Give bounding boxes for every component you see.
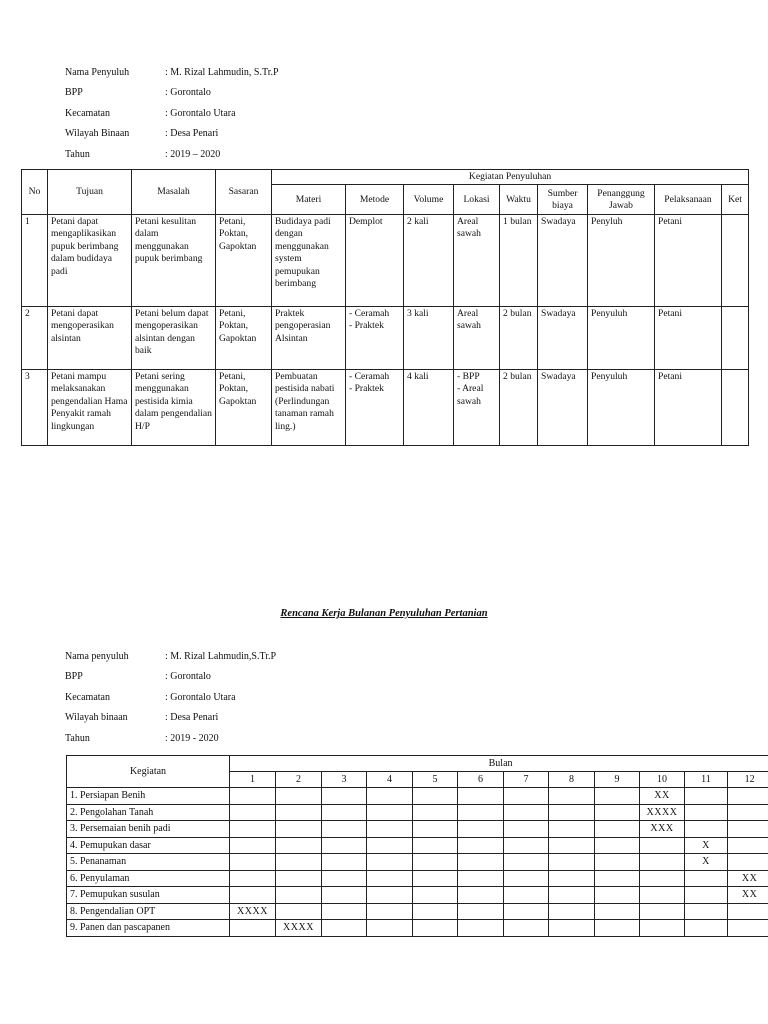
activity-name: 9. Panen dan pascapanen (67, 920, 230, 937)
month-cell (504, 788, 549, 805)
month-cell: X (685, 837, 728, 854)
cell-metode: Demplot (346, 215, 404, 307)
month-cell (458, 837, 504, 854)
cell-penanggung: Penyuluh (588, 370, 655, 446)
month-cell (367, 821, 413, 838)
header-metode: Metode (346, 185, 404, 215)
info-label: Kecamatan (65, 107, 110, 119)
info-row-bpp (65, 667, 276, 688)
month-cell (504, 821, 549, 838)
month-cell (504, 804, 549, 821)
month-cell (595, 837, 640, 854)
month-cell (276, 788, 322, 805)
month-cell (230, 870, 276, 887)
schedule-row (67, 870, 768, 887)
month-cell (322, 854, 367, 871)
month-cell (549, 870, 595, 887)
cell-masalah: Petani sering menggunakan pestisida kimia dalam pengendalian H/P (132, 370, 216, 446)
month-cell (413, 804, 458, 821)
schedule-row (67, 804, 768, 821)
cell-penanggung: Penyluh (588, 215, 655, 307)
info-label: Nama penyuluh (65, 650, 129, 662)
header-materi: Materi (272, 185, 346, 215)
month-cell (640, 903, 685, 920)
month-cell (367, 887, 413, 904)
info-value: : Gorontalo Utara (165, 691, 236, 703)
header-sasaran: Sasaran (216, 170, 272, 215)
cell-materi: Pembuatan pestisida nabati (Perlindungan tanaman ramah ling.) (272, 370, 346, 446)
cell-masalah: Petani belum dapat mengoperasikan alsintan dengan baik (132, 307, 216, 370)
schedule-row (67, 837, 768, 854)
month-cell (595, 887, 640, 904)
month-cell (595, 804, 640, 821)
month-cell (413, 854, 458, 871)
month-cell (276, 821, 322, 838)
month-cell: XX (728, 887, 768, 904)
month-cell (728, 837, 768, 854)
month-cell (595, 870, 640, 887)
month-cell (504, 837, 549, 854)
month-header: 3 (322, 772, 367, 788)
header-lokasi: Lokasi (454, 185, 500, 215)
month-cell (322, 788, 367, 805)
info-label: Wilayah binaan (65, 712, 128, 724)
cell-volume: 4 kali (404, 370, 454, 446)
month-cell (413, 920, 458, 937)
info-label: Tahun (65, 732, 90, 744)
month-cell (458, 870, 504, 887)
month-cell (595, 854, 640, 871)
month-cell (230, 837, 276, 854)
header-sumber-biaya: Sumber biaya (538, 185, 588, 215)
month-cell (504, 903, 549, 920)
cell-sumber: Swadaya (538, 215, 588, 307)
month-cell (413, 788, 458, 805)
month-cell (595, 903, 640, 920)
month-header: 7 (504, 772, 549, 788)
month-cell (640, 837, 685, 854)
month-cell (230, 804, 276, 821)
month-cell (595, 920, 640, 937)
month-cell (728, 854, 768, 871)
month-cell (276, 837, 322, 854)
cell-metode: - Ceramah - Praktek (346, 307, 404, 370)
header-bulan: Bulan (230, 756, 768, 772)
cell-no: 1 (22, 215, 48, 307)
month-cell (728, 804, 768, 821)
info-block-2 (65, 646, 276, 749)
month-cell (640, 854, 685, 871)
info-value: : Gorontalo Utara (165, 107, 236, 119)
month-header: 9 (595, 772, 640, 788)
cell-tujuan: Petani dapat mengoperasikan alsintan (48, 307, 132, 370)
cell-sumber: Swadaya (538, 370, 588, 446)
header-kegiatan-penyuluhan: Kegiatan Penyuluhan (272, 170, 749, 185)
activity-name: 7. Pemupukan susulan (67, 887, 230, 904)
month-cell (549, 788, 595, 805)
info-row-nama (65, 646, 276, 667)
month-cell (230, 920, 276, 937)
info-row-kecamatan (65, 687, 276, 708)
info-label: Wilayah Binaan (65, 128, 130, 140)
month-header: 10 (640, 772, 685, 788)
month-cell (504, 887, 549, 904)
month-header: 1 (230, 772, 276, 788)
activity-name: 5. Penanaman (67, 854, 230, 871)
cell-volume: 3 kali (404, 307, 454, 370)
info-label: Kecamatan (65, 691, 110, 703)
cell-no: 2 (22, 307, 48, 370)
month-cell (367, 854, 413, 871)
month-cell (458, 920, 504, 937)
month-cell (549, 854, 595, 871)
month-cell (504, 920, 549, 937)
month-cell (458, 887, 504, 904)
cell-lokasi: Areal sawah (454, 307, 500, 370)
header-ket: Ket (722, 185, 749, 215)
header-pelaksanaan: Pelaksanaan (655, 185, 722, 215)
month-cell (230, 887, 276, 904)
month-cell (595, 821, 640, 838)
month-cell (413, 903, 458, 920)
month-cell (685, 870, 728, 887)
header-tujuan: Tujuan (48, 170, 132, 215)
cell-ket (722, 215, 749, 307)
month-cell (685, 788, 728, 805)
info-label: BPP (65, 671, 83, 683)
header-volume: Volume (404, 185, 454, 215)
month-cell (413, 887, 458, 904)
month-cell (367, 804, 413, 821)
schedule-row (67, 788, 768, 805)
month-cell (458, 821, 504, 838)
month-header: 11 (685, 772, 728, 788)
month-header: 5 (413, 772, 458, 788)
header-masalah: Masalah (132, 170, 216, 215)
month-cell (230, 821, 276, 838)
info-label: Nama Penyuluh (65, 66, 130, 78)
cell-sasaran: Petani, Poktan, Gapoktan (216, 307, 272, 370)
month-cell (549, 821, 595, 838)
info-value: : 2019 - 2020 (165, 732, 219, 744)
activity-name: 1. Persiapan Benih (67, 788, 230, 805)
cell-masalah: Petani kesulitan dalam menggunakan pupuk berimbang (132, 215, 216, 307)
month-cell (276, 804, 322, 821)
month-cell (728, 788, 768, 805)
month-cell (322, 887, 367, 904)
info-row-bpp (65, 83, 279, 104)
table-row (22, 215, 749, 307)
month-cell (640, 887, 685, 904)
cell-sasaran: Petani, Poktan, Gapoktan (216, 370, 272, 446)
month-cell (458, 854, 504, 871)
month-cell (276, 903, 322, 920)
month-header: 6 (458, 772, 504, 788)
info-row-nama (65, 62, 279, 83)
header-kegiatan: Kegiatan (67, 756, 230, 788)
info-value: : Desa Penari (165, 712, 219, 724)
schedule-row (67, 887, 768, 904)
month-cell (367, 788, 413, 805)
month-cell (685, 920, 728, 937)
info-block-1 (65, 62, 279, 165)
cell-pelaksanaan: Petani (655, 370, 722, 446)
month-cell: X (685, 854, 728, 871)
info-value: : M. Rizal Lahmudin,S.Tr.P (165, 650, 277, 662)
month-cell: XXXX (230, 903, 276, 920)
month-cell (322, 837, 367, 854)
month-cell (458, 788, 504, 805)
month-cell (549, 903, 595, 920)
month-cell (367, 870, 413, 887)
month-cell (640, 920, 685, 937)
info-value: : Gorontalo (165, 87, 211, 99)
info-label: BPP (65, 87, 83, 99)
monthly-schedule-body (67, 788, 768, 937)
month-cell (685, 821, 728, 838)
program-table-body (22, 215, 749, 446)
month-cell (413, 821, 458, 838)
info-value: : 2019 – 2020 (165, 148, 221, 160)
month-cell (728, 821, 768, 838)
header-penanggung-jawab: Penanggung Jawab (588, 185, 655, 215)
activity-name: 3. Persemaian benih padi (67, 821, 230, 838)
cell-tujuan: Petani dapat mengaplikasikan pupuk berimbang dalam budidaya padi (48, 215, 132, 307)
month-cell (230, 788, 276, 805)
month-cell (685, 804, 728, 821)
month-cell (458, 903, 504, 920)
cell-pelaksanaan: Petani (655, 307, 722, 370)
table-row (22, 370, 749, 446)
month-cell (685, 903, 728, 920)
cell-waktu: 2 bulan (500, 370, 538, 446)
month-header: 12 (728, 772, 768, 788)
cell-metode: - Ceramah - Praktek (346, 370, 404, 446)
schedule-row (67, 854, 768, 871)
cell-materi: Praktek pengoperasian Alsintan (272, 307, 346, 370)
document-title: Rencana Kerja Bulanan Penyuluhan Pertanian (280, 608, 488, 619)
cell-waktu: 2 bulan (500, 307, 538, 370)
month-cell: XX (640, 788, 685, 805)
month-cell (640, 870, 685, 887)
cell-waktu: 1 bulan (500, 215, 538, 307)
cell-ket (722, 307, 749, 370)
month-cell (276, 887, 322, 904)
month-cell (322, 821, 367, 838)
info-row-tahun (65, 728, 276, 749)
month-cell (728, 920, 768, 937)
info-value: : Desa Penari (165, 128, 219, 140)
month-cell (504, 870, 549, 887)
month-cell (595, 788, 640, 805)
schedule-row (67, 903, 768, 920)
month-cell (549, 804, 595, 821)
cell-sumber: Swadaya (538, 307, 588, 370)
month-cell (276, 870, 322, 887)
month-cell: XX (728, 870, 768, 887)
month-cell (685, 887, 728, 904)
table-row (22, 307, 749, 370)
info-row-kecamatan (65, 103, 279, 124)
info-row-tahun (65, 144, 279, 165)
month-cell (367, 920, 413, 937)
month-cell (322, 870, 367, 887)
monthly-schedule-table (66, 755, 768, 937)
month-cell (549, 920, 595, 937)
activity-name: 6. Penyulaman (67, 870, 230, 887)
month-cell (322, 804, 367, 821)
month-cell: XXXX (276, 920, 322, 937)
info-value: : M. Rizal Lahmudin, S.Tr.P (165, 66, 279, 78)
month-cell: XXX (640, 821, 685, 838)
month-cell (230, 854, 276, 871)
activity-name: 8. Pengendalian OPT (67, 903, 230, 920)
cell-no: 3 (22, 370, 48, 446)
schedule-row (67, 920, 768, 937)
program-table (21, 169, 749, 446)
cell-penanggung: Penyuluh (588, 307, 655, 370)
header-no: No (22, 170, 48, 215)
cell-sasaran: Petani, Poktan, Gapoktan (216, 215, 272, 307)
month-cell (367, 903, 413, 920)
cell-lokasi: Areal sawah (454, 215, 500, 307)
month-cell (413, 837, 458, 854)
cell-ket (722, 370, 749, 446)
info-row-wilayah (65, 708, 276, 729)
cell-lokasi: - BPP - Areal sawah (454, 370, 500, 446)
schedule-row (67, 821, 768, 838)
month-cell (322, 920, 367, 937)
month-cell (367, 837, 413, 854)
info-row-wilayah (65, 124, 279, 145)
month-header: 4 (367, 772, 413, 788)
cell-pelaksanaan: Petani (655, 215, 722, 307)
cell-materi: Budidaya padi dengan menggunakan system pemupukan berimbang (272, 215, 346, 307)
activity-name: 2. Pengolahan Tanah (67, 804, 230, 821)
month-cell (276, 854, 322, 871)
month-header: 2 (276, 772, 322, 788)
month-cell (549, 837, 595, 854)
header-waktu: Waktu (500, 185, 538, 215)
month-cell (322, 903, 367, 920)
month-cell (413, 870, 458, 887)
cell-tujuan: Petani mampu melaksanakan pengendalian Hama Penyakit ramah lingkungan (48, 370, 132, 446)
activity-name: 4. Pemupukan dasar (67, 837, 230, 854)
cell-volume: 2 kali (404, 215, 454, 307)
month-cell (458, 804, 504, 821)
month-cell: XXXX (640, 804, 685, 821)
month-cell (504, 854, 549, 871)
info-value: : Gorontalo (165, 671, 211, 683)
month-cell (728, 903, 768, 920)
month-cell (549, 887, 595, 904)
month-header: 8 (549, 772, 595, 788)
info-label: Tahun (65, 148, 90, 160)
